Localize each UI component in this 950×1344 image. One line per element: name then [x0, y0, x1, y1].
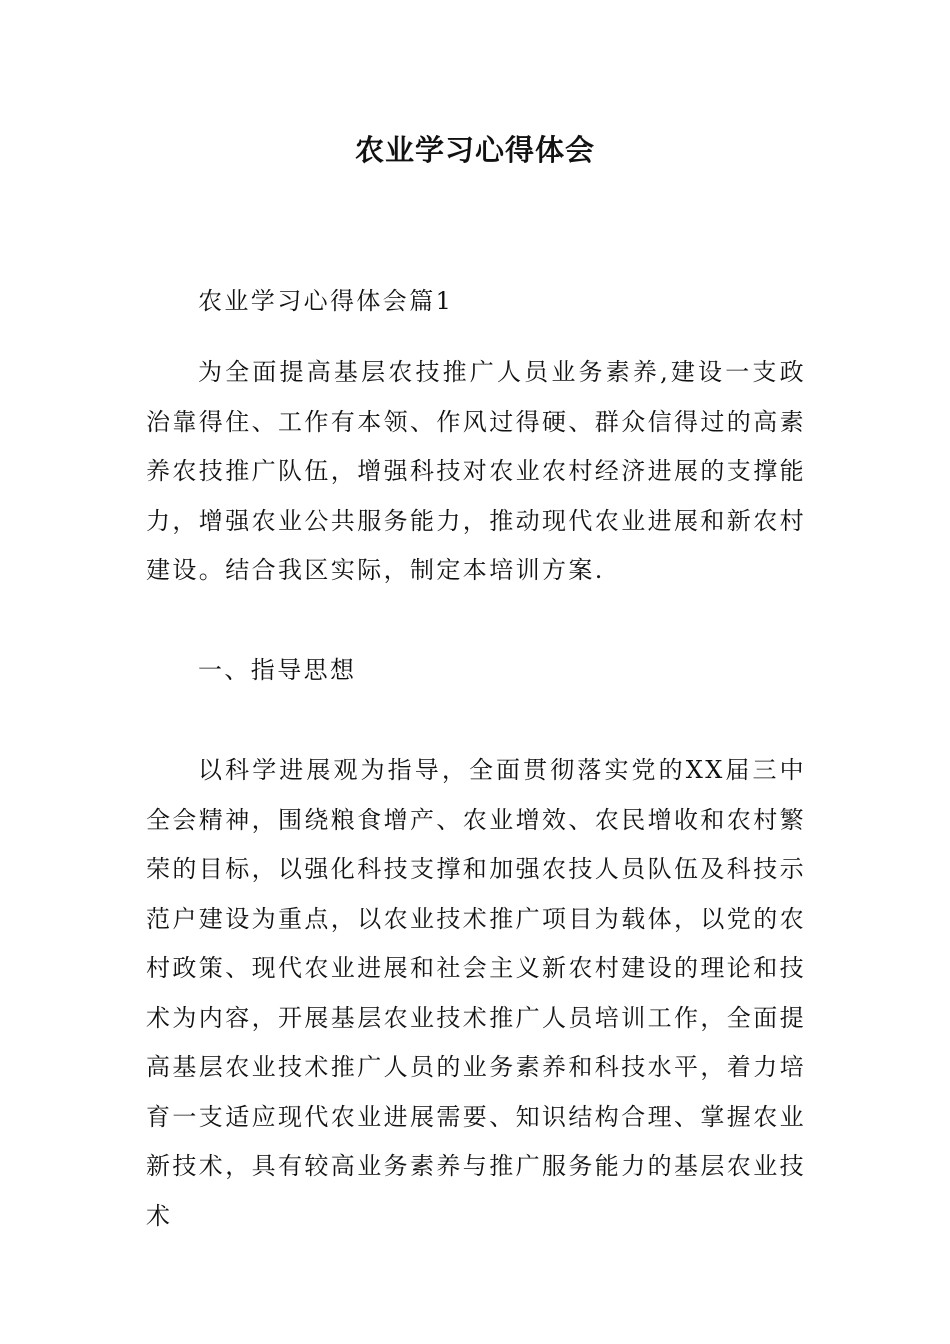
intro-paragraph: 为全面提高基层农技推广人员业务素养,建设一支政治靠得住、工作有本领、作风过得硬、群众信得过的高素养农技推广队伍，增强科技对农业农村经济进展的支撑能力，增强农业公共服务能力，推动现代农业进展和新农村建设。结合我区实际，制定本培训方案. [146, 358, 806, 584]
section-heading-guiding-ideology: 一、指导思想 [198, 656, 357, 684]
section-subtitle: 农业学习心得体会篇1 [198, 287, 454, 315]
document-title: 农业学习心得体会 [354, 133, 595, 167]
guiding-ideology-paragraph: 以科学进展观为指导，全面贯彻落实党的XX届三中全会精神，围绕粮食增产、农业增效、农民增收和农村繁荣的目标，以强化科技支撑和加强农技人员队伍及科技示范户建设为重点，以农业技术推广项目为载体，以党的农村政策、现代农业进展和社会主义新农村建设的理论和技术为内容，开展基层农业技术推广人员培训工作，全面提高基层农业技术推广人员的业务素养和科技水平，着力培育一支适应现代农业进展需要、知识结构合理、掌握农业新技术，具有较高业务素养与推广服务能力的基层农业技术 [146, 756, 806, 1230]
